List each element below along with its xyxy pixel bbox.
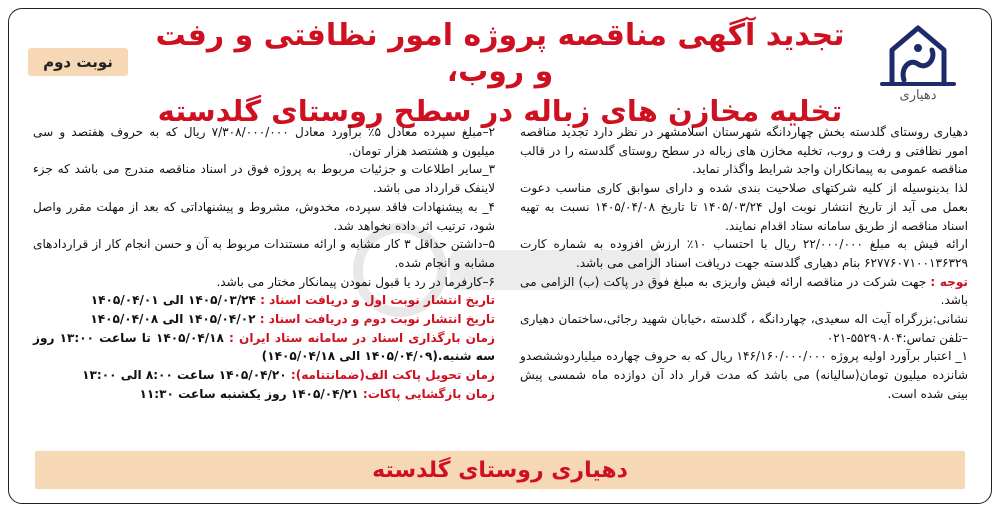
date-value: ۱۴۰۵/۰۳/۲۴ الی ۱۴۰۵/۰۴/۰۱ [90,293,261,308]
envelope-delivery-date [33,366,495,385]
date-value: ۱۴۰۵/۰۴/۱۸ تا ساعت ۱۳:۰۰ روز سه شنبه.(۱۴۰۵/۰۴/۰۹ الی ۱۴۰۵/۰۴/۱۸) [33,330,495,364]
employer-item: ۶–کارفرما در رد یا قبول نمودن پیمانکار مختار می باشد. [216,274,495,289]
opening-date [33,385,495,404]
first-publication-date [33,291,495,310]
deposit-item: ۲–مبلغ سپرده معادل ۵٪ برآورد معادل ۷/۳۰۸/۰۰۰/۰۰۰ ریال که به حروف هفتصد و سی میلیون و هشتصد هزار تومان. [33,125,495,158]
note-paragraph [520,273,968,310]
village-council-logo [858,20,978,112]
date-label: زمان تحویل پاکت الف(ضمانتنامه): [290,368,495,383]
intro-paragraph: دهیاری روستای گلدسته بخش چهاردانگه شهرستان اسلامشهر در نظر دارد تجدید مناقصه امور نظافتی و رفت و روب، تخلیه مخازن های زباله در سطح روستای گلدسته را در قالب مناقصه عمومی به پیمانکاران واجد شرایط واگذار نماید. [520,125,968,177]
date-value: ۱۴۰۵/۰۴/۰۲ الی ۱۴۰۵/۰۴/۰۸ [90,312,260,327]
note-text: جهت شرکت در مناقصه ارائه فیش واریزی به مبلغ فوق در پاکت (ب) الزامی می باشد. [520,274,968,308]
date-label: تاریخ انتشار نوبت اول و دریافت اسناد : [260,293,495,308]
second-publication-date [33,310,495,329]
left-column [33,123,495,404]
upload-deadline [33,329,495,366]
date-label: زمان بازگشایی پاکات: [362,386,495,401]
notice-title [150,18,850,129]
footer-band: دهیاری روستای گلدسته [35,451,965,489]
logo-emblem-icon [870,20,966,90]
right-column [520,123,968,404]
documents-item: ۳_سایر اطلاعات و جزئیات مربوط به پروژه فوق در اسناد مناقصه مندرج می باشد که جزء لاینفک قرارداد می باشد. [33,162,495,196]
round-badge: نوبت دوم [28,48,128,76]
title-line-1: تجدید آگهی مناقصه پروژه امور نظافتی و رفت و روب، [155,18,845,89]
date-value: ۱۴۰۵/۰۴/۲۱ روز یکشنبه ساعت ۱۱:۳۰ [139,386,363,401]
logo-caption: دهیاری [899,88,937,103]
rejection-item: ۴_ به پیشنهادات فاقد سپرده، مخدوش، مشروط و پیشنهاداتی که بعد از مهلت مقرر واصل شود، ترتیب اثر داده نخواهد شد. [33,199,495,233]
date-label: زمان بارگذاری اسناد در سامانه ستاد ایران : [229,330,495,345]
address-paragraph: نشانی:بزرگراه آیت اله سعیدی، چهاردانگه ، گلدسته ،خیابان شهید رجائی،ساختمان دهیاری –تلفن تماس:۵۵۲۹۰۸۰۴-۰۲۱ [520,312,968,345]
budget-paragraph: ۱_ اعتبار برآورد اولیه پروژه ۱۴۶/۱۶۰/۰۰۰/۰۰۰ ریال که به حروف چهارده میلیاردوششصدو شانزده میلیون تومان(سالیانه) می باشد که مدت قرار داد آن دوازده ماه شمسی پیش بینی شده است. [520,349,968,401]
invitation-paragraph: لذا بدینوسیله از کلیه شرکتهای صلاحیت بندی شده و دارای سوابق کاری مناسب دعوت بعمل می آید از تاریخ انتشار نوبت اول ۱۴۰۵/۰۳/۲۴ تا تاریخ ۱۴۰۵/۰۴/۰۸ نسبت به تهیه اسناد مناقصه از طریق سامانه ستاد اقدام نمایند. [520,181,968,233]
date-label: تاریخ انتشار نوبت دوم و دریافت اسناد : [259,312,495,327]
fee-paragraph: ارائه فیش به مبلغ ۲۲/۰۰۰/۰۰۰ ریال با احتساب ۱۰٪ ارزش افزوده به شماره کارت ۶۲۷۷۶۰۷۱۰۰۱۳۶۳۲۹ بنام دهیاری گلدسته جهت دریافت اسناد الزامی می باشد. [520,237,968,270]
title-line-2: تخلیه مخازن های زباله در سطح روستای گلدسته [157,94,843,128]
note-label: توجه : [930,274,968,289]
experience-item: ۵–داشتن حداقل ۳ کار مشابه و ارائه مستندات مربوط به آن و حسن انجام کار از قراردادهای مشابه و انجام شده. [33,237,495,270]
date-value: ۱۴۰۵/۰۴/۲۰ ساعت ۸:۰۰ الی ۱۳:۰۰ [82,368,291,383]
